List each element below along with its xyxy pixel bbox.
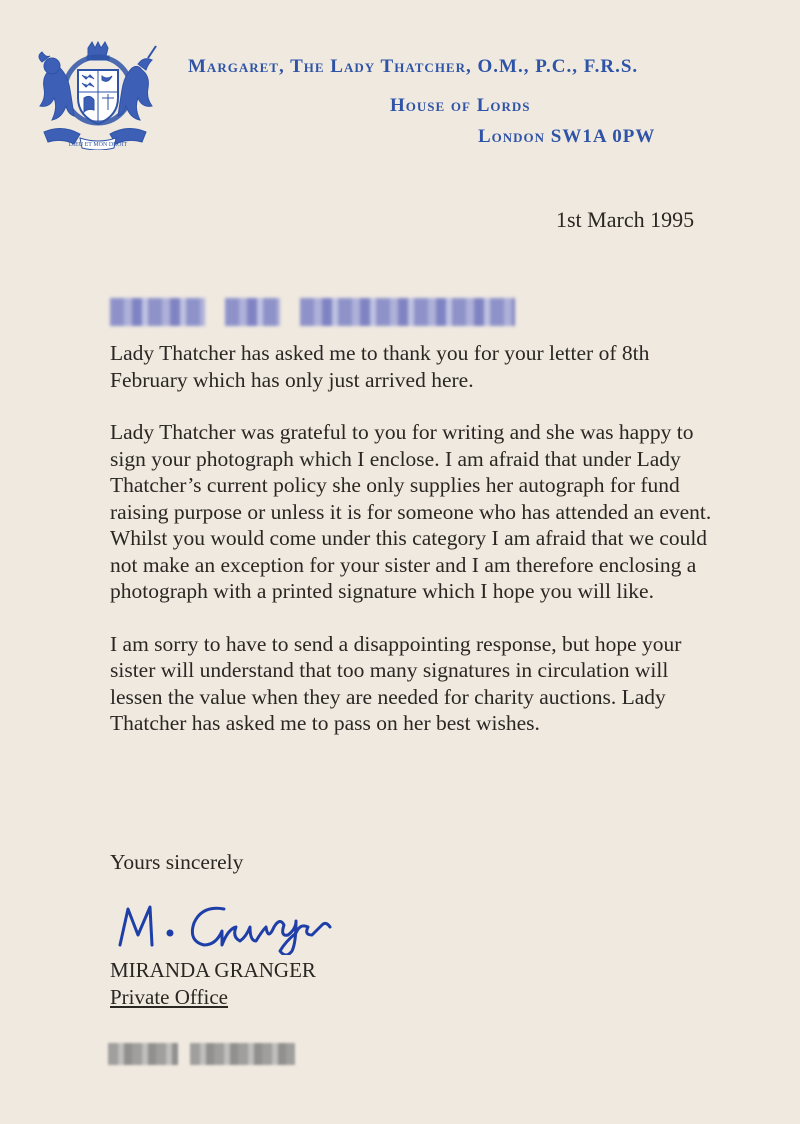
redacted-reference	[108, 1043, 298, 1065]
paragraph: Lady Thatcher was grateful to you for writing and she was happy to sign your photograph which I enclose. I am afraid that under Lady Thatcher’s current policy she only supplies her autograph for fund raising purpose or unless it is for someone who has attended an event. Whilst you would come under this category I am afraid that we could not make an exception for your sister and I am therefore enclosing a photograph with a printed signature which I hope you will like.	[110, 420, 712, 603]
letterhead-name: Margaret, The Lady Thatcher, O.M., P.C., F.R.S.	[188, 56, 639, 77]
signatory-name: MIRANDA GRANGER	[110, 958, 316, 982]
letter-body	[110, 340, 720, 763]
crest-motto: DIEU ET MON DROIT	[68, 142, 128, 148]
redacted-salutation	[110, 290, 525, 330]
letterhead-house: House of Lords	[390, 95, 531, 116]
royal-coat-of-arms-icon	[30, 40, 160, 150]
paragraph: Lady Thatcher has asked me to thank you for your letter of 8th February which has only just arrived here.	[110, 341, 650, 392]
letter-date: 1st March 1995	[556, 207, 695, 232]
letterhead-address: London SW1A 0PW	[478, 126, 656, 147]
handwritten-signature	[112, 895, 402, 955]
signatory-office: Private Office	[110, 985, 228, 1009]
closing: Yours sincerely	[110, 850, 244, 874]
paragraph: I am sorry to have to send a disappointing response, but hope your sister will understand that too many signatures in circulation will lessen the value when they are needed for charity auctions. Lady Thatcher has asked me to pass on her best wishes.	[110, 631, 682, 735]
